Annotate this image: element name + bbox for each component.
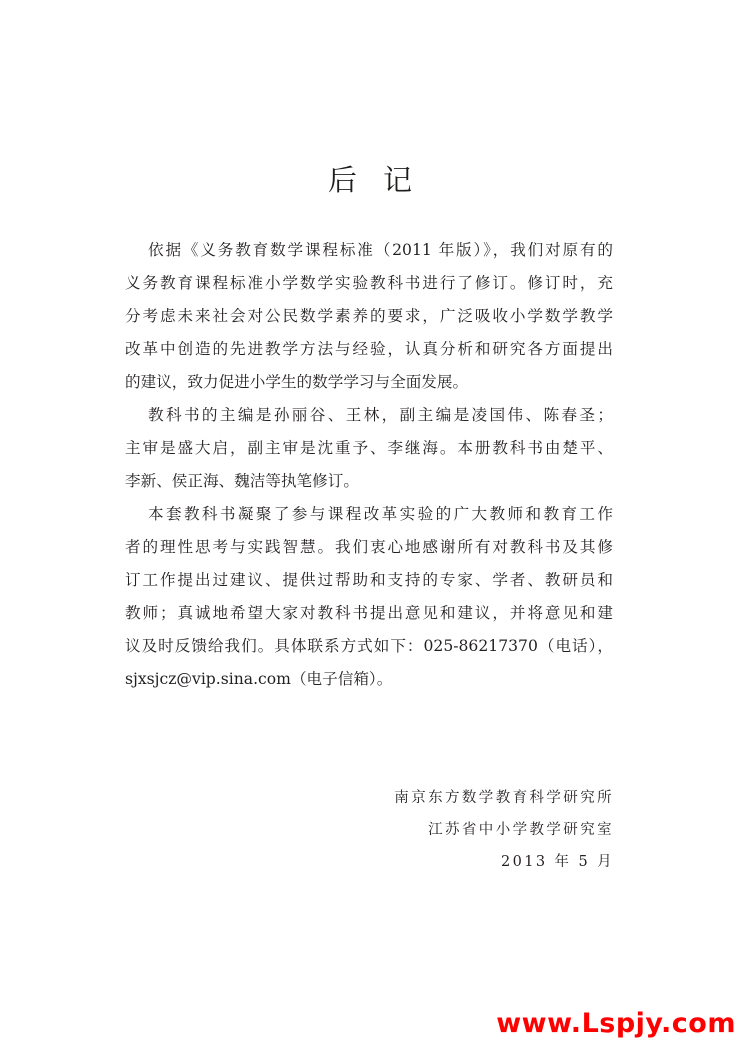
watermark-link[interactable]: www.Lspjy.com — [496, 1008, 736, 1039]
afterword-body — [125, 234, 613, 696]
text-line: sjxsjcz@vip.sina.com（电子信箱）。 — [125, 670, 393, 688]
text-line: 的建议，致力促进小学生的数学学习与全面发展。 — [125, 373, 469, 391]
signature-date: 2013 年 5 月 — [501, 854, 614, 870]
text-line: 本套教科书凝聚了参与课程改革实验的广大教师和教育工作 — [148, 505, 613, 523]
signature-block — [394, 782, 614, 878]
paragraph-1 — [125, 234, 613, 399]
paragraph-3 — [125, 498, 613, 696]
paragraph-2 — [125, 399, 613, 498]
page-title: 后记 — [327, 163, 438, 197]
text-line: 改革中创造的先进教学方法与经验，认真分析和研究各方面提出 — [125, 340, 613, 358]
text-line: 议及时反馈给我们。具体联系方式如下：025-86217370（电话）， — [125, 637, 613, 655]
text-line: 教科书的主编是孙丽谷、王林，副主编是凌国伟、陈春圣； — [148, 406, 613, 424]
signature-org-1: 南京东方数学教育科学研究所 — [394, 790, 614, 806]
text-line: 义务教育课程标准小学数学实验教科书进行了修订。修订时，充 — [125, 274, 613, 292]
text-line: 李新、侯正海、魏洁等执笔修订。 — [125, 472, 359, 490]
text-line: 者的理性思考与实践智慧。我们衷心地感谢所有对教科书及其修 — [125, 538, 613, 556]
text-line: 订工作提出过建议、提供过帮助和支持的专家、学者、教研员和 — [125, 571, 613, 589]
text-line: 分考虑未来社会对公民数学素养的要求，广泛吸收小学数学教学 — [125, 307, 613, 325]
text-line: 依据《义务教育数学课程标准（2011 年版）》，我们对原有的 — [148, 241, 613, 259]
signature-org-2: 江苏省中小学教学研究室 — [428, 822, 614, 838]
text-line: 主审是盛大启，副主审是沈重予、李继海。本册教科书由楚平、 — [125, 439, 613, 457]
text-line: 教师；真诚地希望大家对教科书提出意见和建议，并将意见和建 — [125, 604, 613, 622]
